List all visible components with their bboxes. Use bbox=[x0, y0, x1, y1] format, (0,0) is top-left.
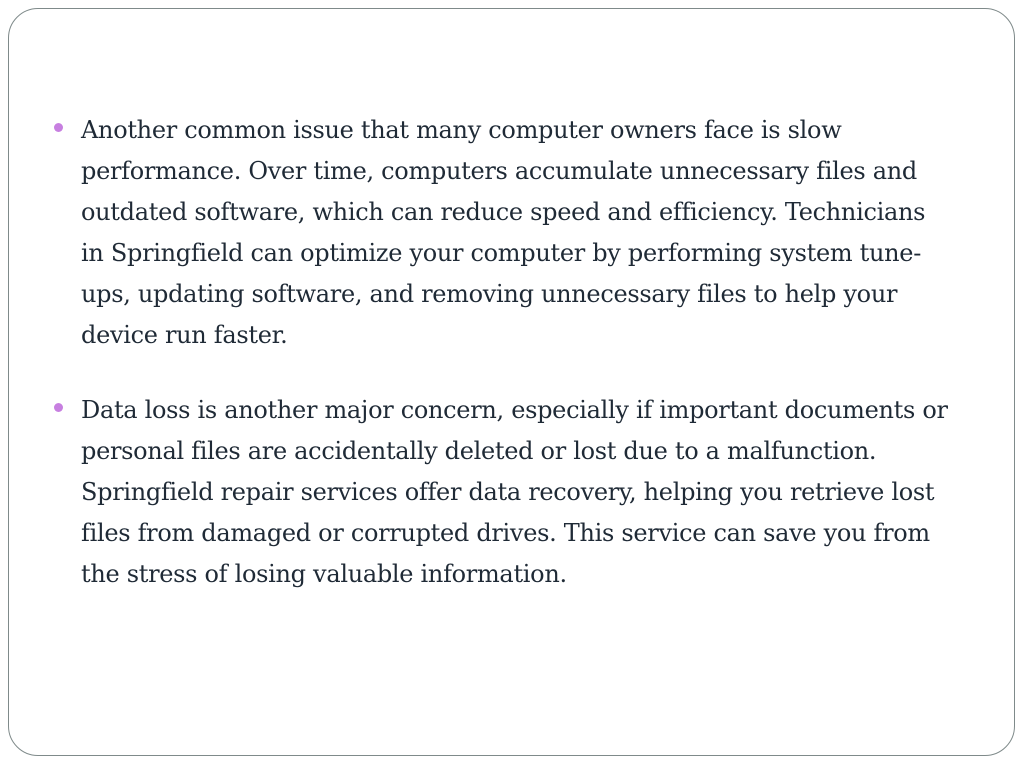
bullet-item-data-loss bbox=[53, 390, 953, 595]
bullet-text: Another common issue that many computer owners face is slow performance. Over time, computers accumulate unnecessary files and outdated software, which can reduce speed and efficiency. Technicians in Springfield can optimize your computer by performing system tune-ups, updating software, and removing unnecessary files to help your device run faster. bbox=[81, 116, 926, 349]
bullet-dot-icon bbox=[54, 123, 63, 132]
bullet-text: Data loss is another major concern, especially if important documents or personal files are accidentally deleted or lost due to a malfunction. Springfield repair services offer data recovery, helping you retrieve lost files from damaged or corrupted drives. This service can save you from the stress of losing valuable information. bbox=[81, 396, 948, 588]
bullet-dot-icon bbox=[54, 403, 63, 412]
slide-frame bbox=[8, 8, 1015, 756]
bullet-item-slow-performance bbox=[53, 110, 953, 356]
bullet-list bbox=[53, 110, 953, 629]
